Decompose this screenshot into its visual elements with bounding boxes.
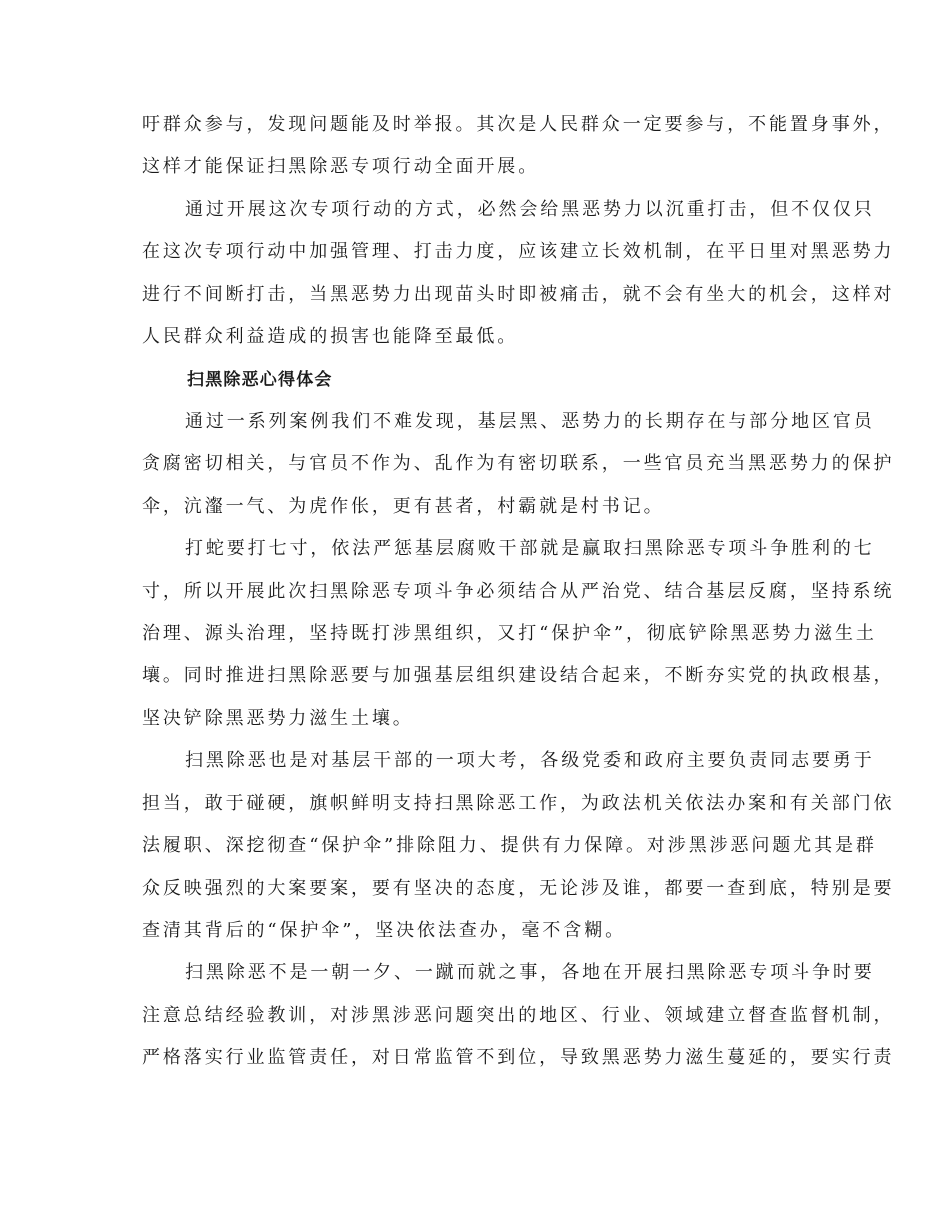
body-text-line: 打蛇要打七寸，依法严惩基层腐败干部就是赢取扫黑除恶专项斗争胜利的七 [185, 538, 875, 559]
body-text-line: 人民群众利益造成的损害也能降至最低。 [142, 326, 519, 347]
body-text-line: 通过开展这次专项行动的方式，必然会给黑恶势力以沉重打击，但不仅仅只 [185, 199, 875, 220]
section-heading: 扫黑除恶心得体会 [187, 370, 333, 390]
body-text-line: 壤。同时推进扫黑除恶要与加强基层组织建设结合起来，不断夯实党的执政根基， [142, 665, 895, 686]
body-text-line: 吁群众参与，发现问题能及时举报。其次是人民群众一定要参与，不能置身事外， [142, 114, 895, 135]
body-text-line: 通过一系列案例我们不难发现，基层黑、恶势力的长期存在与部分地区官员 [185, 411, 875, 432]
body-text-line: 众反映强烈的大案要案，要有坚决的态度，无论涉及谁，都要一查到底，特别是要 [142, 878, 895, 899]
body-text-line: 注意总结经验教训，对涉黑涉恶问题突出的地区、行业、领域建立督查监督机制， [142, 1005, 895, 1026]
body-text-line: 治理、源头治理，坚持既打涉黑组织，又打“保护伞”，彻底铲除黑恶势力滋生土 [142, 623, 877, 644]
body-text-line: 坚决铲除黑恶势力滋生土壤。 [142, 708, 414, 729]
body-text-line: 严格落实行业监管责任，对日常监管不到位，导致黑恶势力滋生蔓延的，要实行责 [142, 1047, 895, 1068]
body-text-line: 伞，沆瀣一气、为虎作伥，更有甚者，村霸就是村书记。 [142, 496, 665, 517]
body-text-line: 在这次专项行动中加强管理、打击力度，应该建立长效机制，在平日里对黑恶势力 [142, 241, 895, 262]
body-text-line: 寸，所以开展此次扫黑除恶专项斗争必须结合从严治党、结合基层反腐，坚持系统 [142, 581, 895, 602]
body-text-line: 担当，敢于碰硬，旗帜鲜明支持扫黑除恶工作，为政法机关依法办案和有关部门依 [142, 793, 895, 814]
body-text-line: 查清其背后的“保护伞”，坚决依法查办，毫不含糊。 [142, 920, 627, 941]
body-text-line: 扫黑除恶也是对基层干部的一项大考，各级党委和政府主要负责同志要勇于 [185, 750, 875, 771]
body-text-line: 法履职、深挖彻查“保护伞”排除阻力、提供有力保障。对涉黑涉恶问题尤其是群 [142, 835, 877, 856]
body-text-line: 贪腐密切相关，与官员不作为、乱作为有密切联系，一些官员充当黑恶势力的保护 [142, 453, 895, 474]
body-text-line: 这样才能保证扫黑除恶专项行动全面开展。 [142, 156, 540, 177]
body-text-line: 进行不间断打击，当黑恶势力出现苗头时即被痛击，就不会有坐大的机会，这样对 [142, 284, 895, 305]
body-text-line: 扫黑除恶不是一朝一夕、一蹴而就之事，各地在开展扫黑除恶专项斗争时要 [185, 962, 875, 983]
